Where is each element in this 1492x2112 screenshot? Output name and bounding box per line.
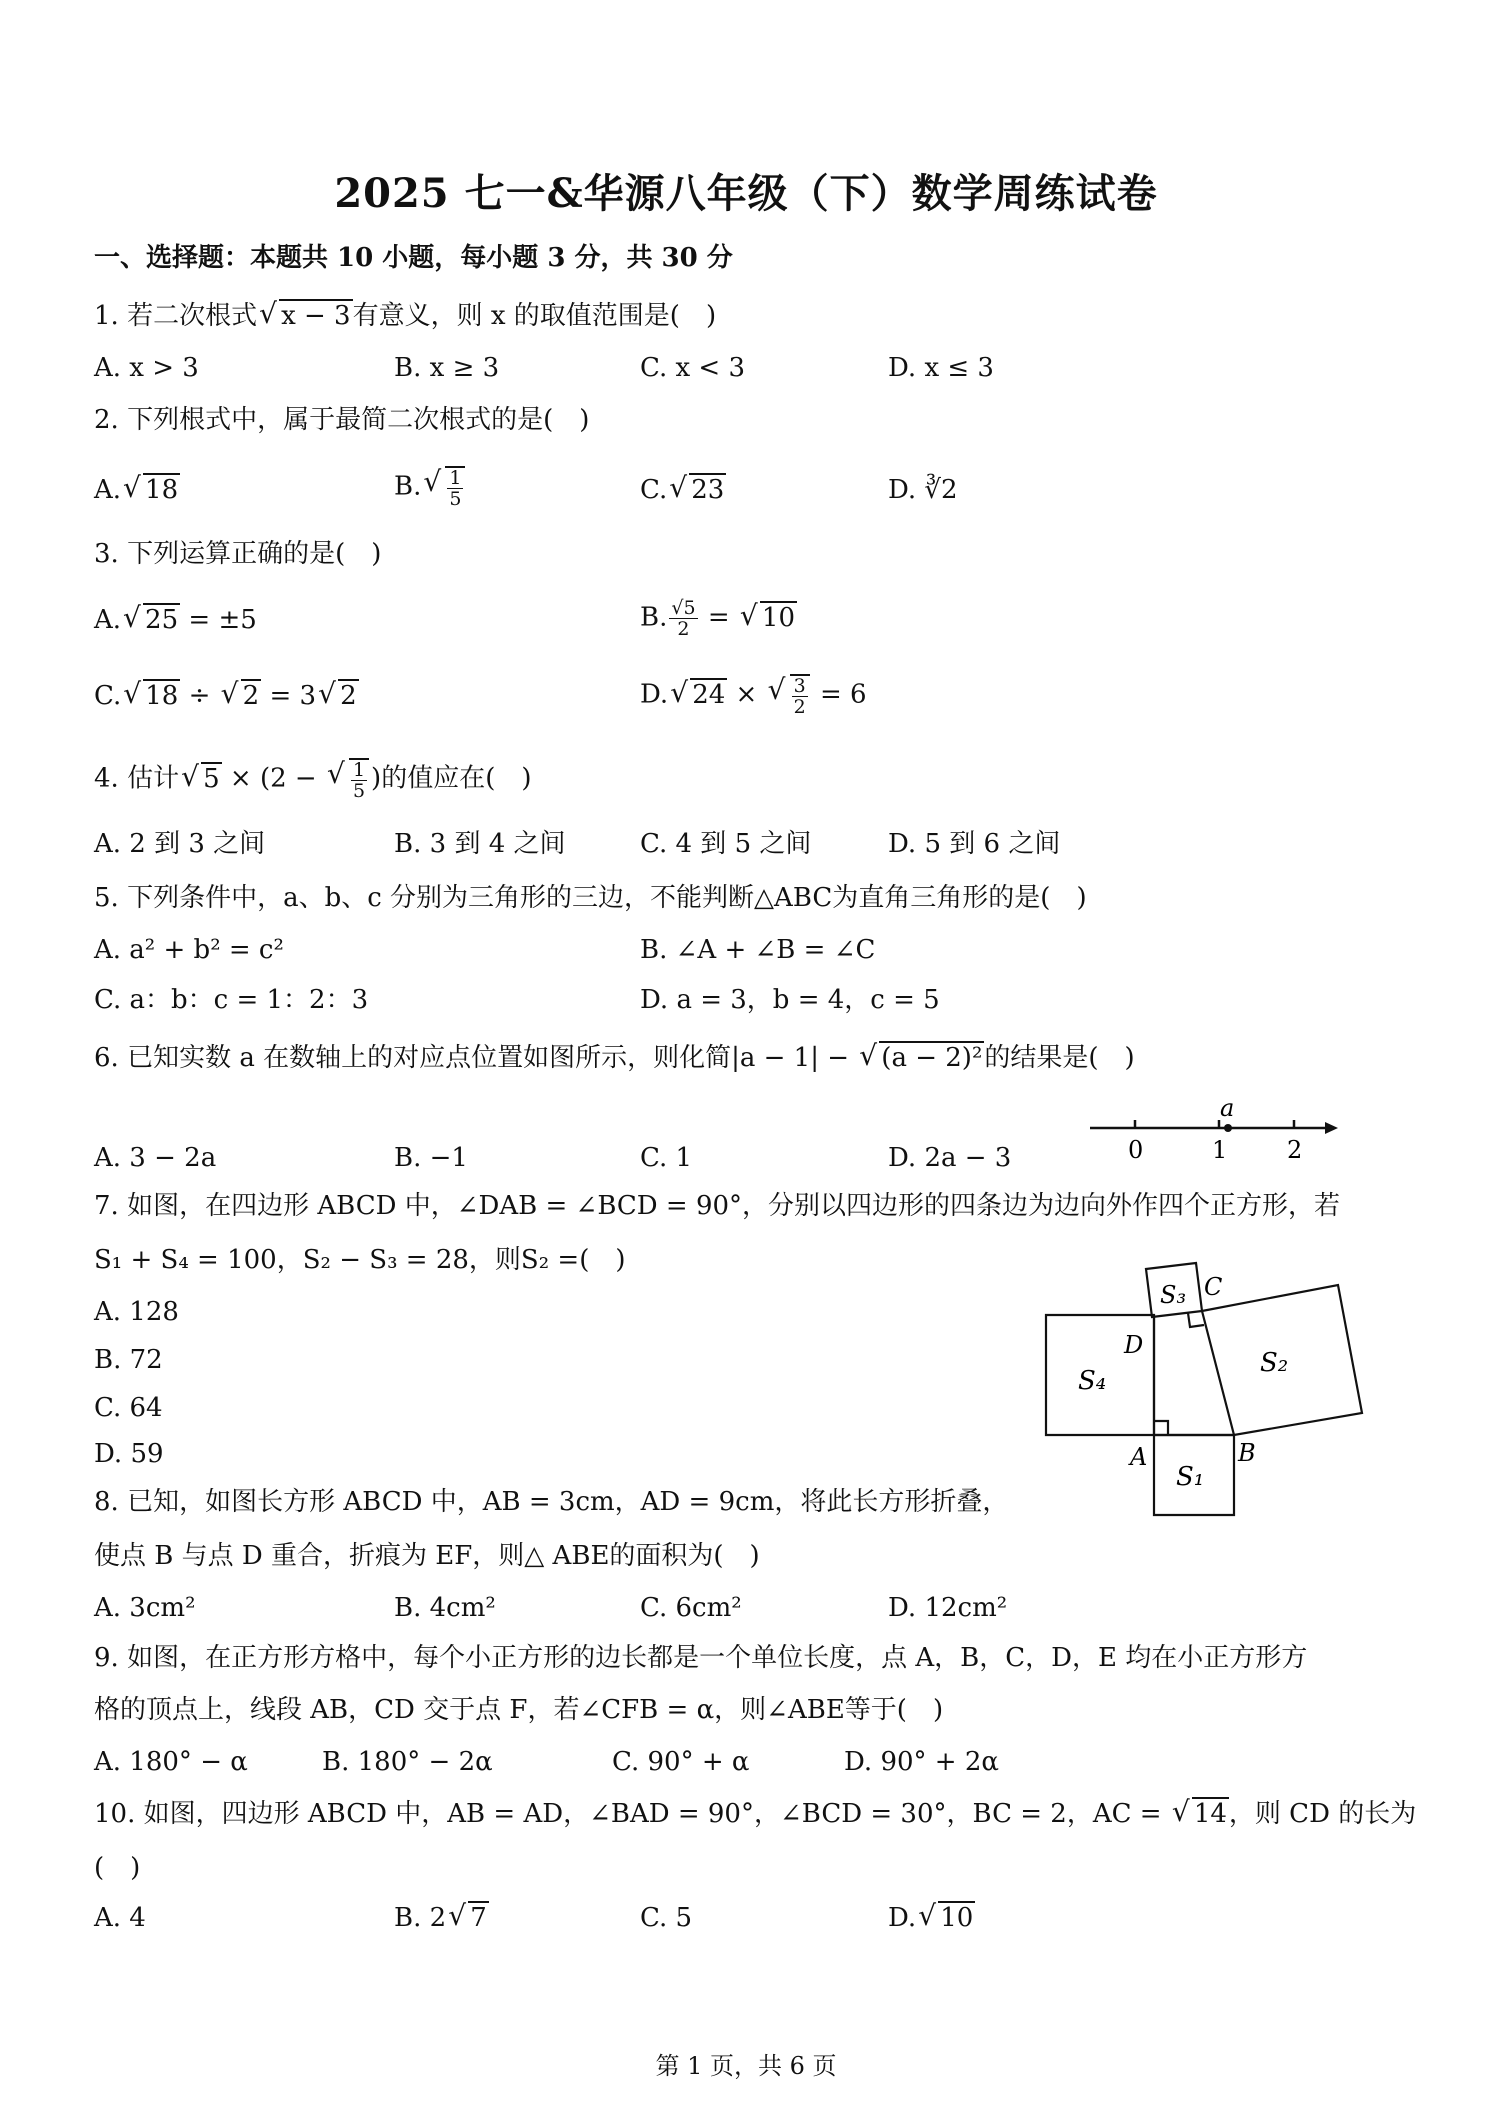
page-title: 2025 七一&华源八年级（下）数学周练试卷 xyxy=(334,170,1158,217)
question-7-line1: 7. 如图，在四边形 ABCD 中，∠DAB = ∠BCD = 90°，分别以四边形的四条边为边向外作四个正方形，若 xyxy=(94,1191,1341,1221)
q5-option-d: D. a = 3，b = 4，c = 5 xyxy=(640,985,940,1015)
page-footer: 第 1 页，共 6 页 xyxy=(655,2052,837,2080)
q7-option-d: D. 59 xyxy=(94,1439,164,1469)
label-b: B xyxy=(1238,1439,1256,1467)
axis-label-1: 1 xyxy=(1212,1136,1228,1164)
section-heading: 一、选择题：本题共 10 小题，每小题 3 分，共 30 分 xyxy=(94,243,733,273)
question-5-stem: 5. 下列条件中，a、b、c 分别为三角形的三边，不能判断△ABC为直角三角形的是( ) xyxy=(94,883,1087,913)
q7-option-a: A. 128 xyxy=(94,1297,179,1327)
q4-option-c: C. 4 到 5 之间 xyxy=(640,829,812,859)
question-10-line1: 10. 如图，四边形 ABCD 中，AB = AD，∠BAD = 90°，∠BCD = 30°，BC = 2，AC = √ 14，则 CD 的长为 xyxy=(94,1796,1416,1832)
q7-option-b: B. 72 xyxy=(94,1345,163,1375)
point-a-label: a xyxy=(1220,1100,1235,1122)
q10-option-d: D.√ 10 xyxy=(888,1900,975,1936)
q6-option-a: A. 3 − 2a xyxy=(94,1143,217,1173)
question-7-line2: S₁ + S₄ = 100，S₂ − S₃ = 28，则S₂ =( ) xyxy=(94,1245,626,1275)
q3-option-c: C.√ 18 ÷ √ 2 = 3√ 2 xyxy=(94,678,359,714)
label-s1: S₁ xyxy=(1176,1462,1205,1492)
label-c: C xyxy=(1204,1273,1223,1301)
question-4-stem: 4. 估计√ 5 × (2 − √ $\frac{1}{5}$ )的值应在( ) xyxy=(94,758,531,801)
q3-option-d: D.√ 24 × √ $\frac{3}{2}$ = 6 xyxy=(640,674,867,717)
question-6-stem: 6. 已知实数 a 在数轴上的对应点位置如图所示，则化简|a − 1| − √ (a − 2)²的结果是( ) xyxy=(94,1040,1135,1076)
question-2-stem: 2. 下列根式中，属于最简二次根式的是( ) xyxy=(94,405,590,435)
q8-option-d: D. 12cm² xyxy=(888,1593,1008,1623)
point-a-marker xyxy=(1224,1124,1232,1132)
q2-option-b: B. √ $\frac{1}{5}$ xyxy=(394,466,467,509)
q6-option-d: D. 2a − 3 xyxy=(888,1143,1012,1173)
number-line-figure xyxy=(1080,1100,1340,1170)
q5-option-a: A. a² + b² = c² xyxy=(94,935,284,965)
q8-option-c: C. 6cm² xyxy=(640,1593,742,1623)
q10-option-b: B. 2√ 7 xyxy=(394,1900,489,1936)
q4-option-b: B. 3 到 4 之间 xyxy=(394,829,566,859)
question-8-line2: 使点 B 与点 D 重合，折痕为 EF，则△ ABE的面积为( ) xyxy=(94,1541,760,1571)
q1-radical: √ x − 3 xyxy=(259,298,353,334)
q1-option-b: B. x ≥ 3 xyxy=(394,353,500,383)
label-d: D xyxy=(1124,1331,1144,1359)
q7-option-c: C. 64 xyxy=(94,1393,163,1423)
label-s2: S₂ xyxy=(1260,1348,1289,1378)
q4-option-d: D. 5 到 6 之间 xyxy=(888,829,1061,859)
q1-pre: 1. 若二次根式 xyxy=(94,301,258,331)
q1-option-c: C. x < 3 xyxy=(640,353,746,383)
q1-post: 有意义，则 x 的取值范围是( ) xyxy=(352,301,717,331)
question-3-stem: 3. 下列运算正确的是( ) xyxy=(94,539,382,569)
q3-option-a: A.√ 25 = ±5 xyxy=(94,602,257,638)
q9-option-a: A. 180° − α xyxy=(94,1747,248,1777)
question-9-line1: 9. 如图，在正方形方格中，每个小正方形的边长都是一个单位长度，点 A，B，C，D，E 均在小正方形方 xyxy=(94,1643,1308,1673)
question-8-line1: 8. 已知，如图长方形 ABCD 中，AB = 3cm，AD = 9cm，将此长方形折叠， xyxy=(94,1487,1009,1517)
q1-option-a: A. x > 3 xyxy=(94,353,199,383)
q8-option-b: B. 4cm² xyxy=(394,1593,496,1623)
label-s3: S₃ xyxy=(1160,1281,1187,1309)
q10-option-a: A. 4 xyxy=(94,1903,146,1933)
q6-option-b: B. −1 xyxy=(394,1143,468,1173)
label-s4: S₄ xyxy=(1078,1366,1107,1396)
question-9-line2: 格的顶点上，线段 AB，CD 交于点 F，若∠CFB = α，则∠ABE等于( ) xyxy=(94,1695,944,1725)
q2-option-a: A.√ 18 xyxy=(94,472,180,508)
q3-option-b: B. $\frac{√5}{2}$ = √ 10 xyxy=(640,598,797,639)
q5-option-c: C. a：b：c = 1：2：3 xyxy=(94,985,369,1015)
q1-option-d: D. x ≤ 3 xyxy=(888,353,994,383)
q9-option-d: D. 90° + 2α xyxy=(844,1747,999,1777)
label-a: A xyxy=(1130,1443,1148,1471)
squares-figure xyxy=(1040,1255,1370,1525)
axis-label-0: 0 xyxy=(1128,1136,1144,1164)
question-10-line2: ( ) xyxy=(94,1853,141,1883)
q4-option-a: A. 2 到 3 之间 xyxy=(94,829,266,859)
q9-option-c: C. 90° + α xyxy=(612,1747,750,1777)
q2-option-c: C.√ 23 xyxy=(640,472,726,508)
q5-option-b: B. ∠A + ∠B = ∠C xyxy=(640,935,876,965)
q2-option-d: D. ∛2 xyxy=(888,475,958,505)
q6-option-c: C. 1 xyxy=(640,1143,693,1173)
q8-option-a: A. 3cm² xyxy=(94,1593,196,1623)
axis-label-2: 2 xyxy=(1287,1136,1303,1164)
question-1-stem xyxy=(94,298,716,334)
q10-option-c: C. 5 xyxy=(640,1903,693,1933)
q9-option-b: B. 180° − 2α xyxy=(322,1747,493,1777)
